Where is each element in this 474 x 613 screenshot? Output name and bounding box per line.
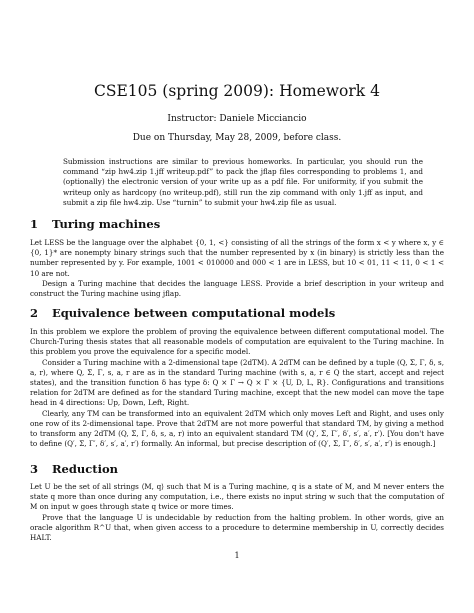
paragraph: In this problem we explore the problem of proving the equivalence between different computational model. The Church-Turing thesis states that all reasonable models of computation are equivalent to the Turing machine. In this problem you prove the equivalence for a specific model. [30,327,444,357]
due-date-line: Due on Thursday, May 28, 2009, before class. [132,133,342,143]
section-heading-3 [30,462,118,476]
section-body-1 [30,238,444,299]
instructor-line: Instructor: Daniele Micciancio [167,114,307,124]
section-heading-2 [30,306,335,320]
section-title: Reduction [52,462,118,476]
paragraph: Clearly, any TM can be transformed into an equivalent 2dTM which only moves Left and Right, and uses only one row of its 2-dimensional tape. Prove that 2dTM are not more powerful that standard TM, by giving a method to transform any 2dTM (Q, Σ, Γ, δ, s, a, r) into an equivalent standard TM (Q′, Σ, Γ′, δ′, s′, a′, r′). [You don't have to define (Q′, Σ, Γ′, δ′, s′, a′, r′) formally. An informal, but precise description of (Q′, Σ, Γ′, δ′, s′, a′, r′) is enough.] [30,408,444,449]
paragraph: Let LESS be the language over the alphabet {0, 1, <} consisting of all the strings of the form x < y where x, y ∈ {0, 1}* are nonempty binary strings such that the number represented by x (in binary) is strictly less than the number represented by y. For example, 1001 < 010000 and 000 < 1 are in LESS, but 10 < 01, 11 < 11, 0 < 1 < 10 are not. [30,238,444,278]
paragraph: Prove that the language U is undecidable by reduction from the halting problem. In other words, give an oracle algorithm R^U that, when given access to a procedure to determine membership in U, correctly decides HALT. [30,512,444,543]
section-title: Turing machines [52,217,161,231]
section-body-3 [30,482,444,543]
paragraph: Consider a Turing machine with a 2-dimensional tape (2dTM). A 2dTM can be defined by a tuple (Q, Σ, Γ, δ, s, a, r), where Q, Σ, Γ, s, a, r are as in the standard Turing machine (with s, a, r ∈ Q the start, accept and reject states), and the transition function δ has type δ: Q × Γ → Q × Γ × {U, D, L, R}. Configurations and transitions relation for 2dTM are defined as for the standard Turing machine, except that the new model can move the tape head in 4 directions: Up, Down, Left, Right. [30,357,444,408]
submission-instructions: Submission instructions are similar to previous homeworks. In particular, you should run the command “zip hw4.zip 1.jff writeup.pdf” to pack the jflap files corresponding to problems 1, and (optionally) the electronic version of your write up as a pdf file. For uniformity, if you submit the writeup only as hardcopy (no writeup.pdf), still run the zip command with only 1.jff as input, and submit a zip file hw4.zip. Use “turnin” to submit your hw4.zip file as usual. [63,157,423,207]
page-title: CSE105 (spring 2009): Homework 4 [94,82,380,100]
section-body-2 [30,327,444,449]
section-title: Equivalence between computational models [52,306,336,320]
section-number: 2 [30,306,39,320]
section-number: 1 [30,217,39,231]
page-number: 1 [234,551,240,560]
paragraph: Design a Turing machine that decides the language LESS. Provide a brief description in your writeup and construct the Turing machine using jflap. [30,278,444,299]
section-number: 3 [30,462,39,476]
paragraph: Let U be the set of all strings ⟨M, q⟩ such that M is a Turing machine, q is a state of M, and M never enters the state q more than once during any computation, i.e., there exists no input string w such that the computation of M on input w goes through state q twice or more times. [30,482,444,512]
section-heading-1 [30,217,160,231]
